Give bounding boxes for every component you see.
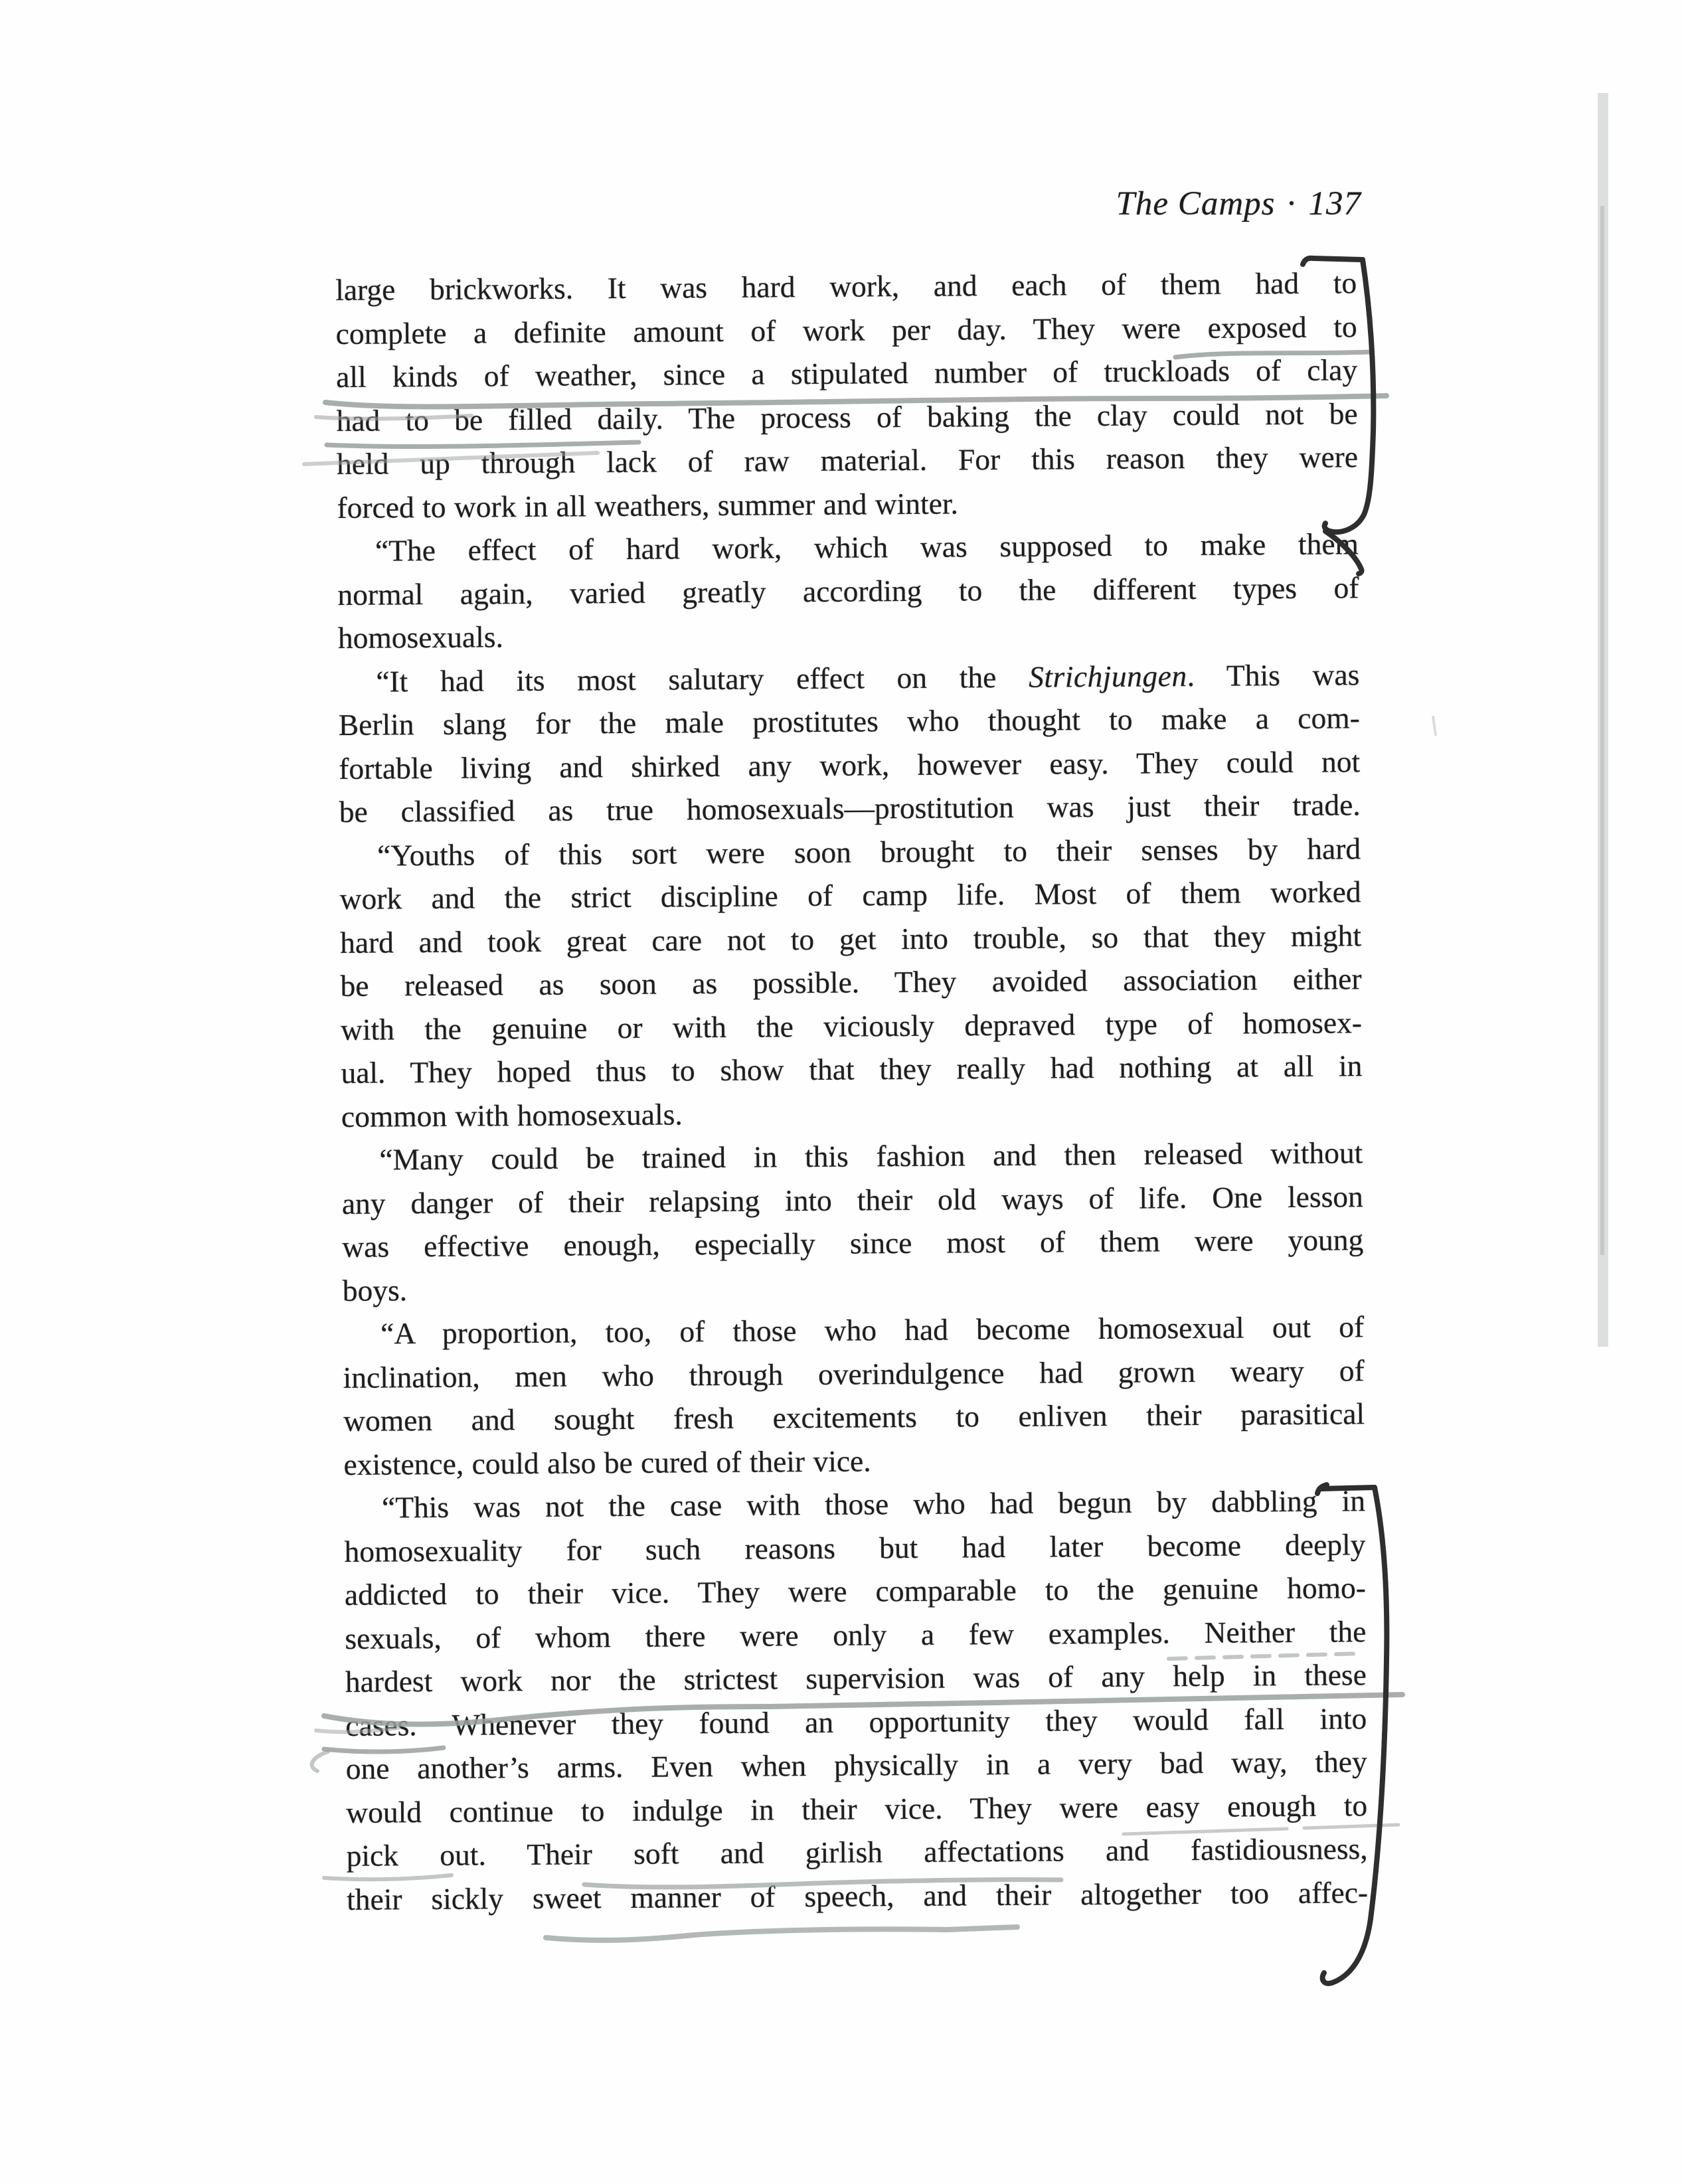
text-line: sexuals, of whom there were only a few examples. Neither the xyxy=(345,1614,1367,1655)
text-line: hard and took great care not to get into trouble, so that they might xyxy=(339,918,1362,960)
text-line: existence, could also be cured of their vice. xyxy=(343,1443,871,1481)
text-line: common with homosexuals. xyxy=(341,1096,683,1134)
pencil-underline-manner-of-speech xyxy=(546,1927,1017,1940)
body-text xyxy=(335,261,1368,1921)
text-line: ual. They hoped thus to show that they really had nothing at all in xyxy=(341,1049,1363,1090)
text-line: forced to work in all weathers, summer and winter. xyxy=(337,485,959,525)
text-line: be released as soon as possible. They avoided association either xyxy=(340,962,1362,1003)
text-line: would continue to indulge in their vice. They were easy enough to xyxy=(346,1788,1368,1829)
text-line: homosexuality for such reasons but had later become deeply xyxy=(344,1527,1366,1568)
text-line: inclination, men who through overindulgence had grown weary of xyxy=(343,1353,1365,1394)
scan-streak xyxy=(1598,93,1608,1347)
text-line: pick out. Their soft and girlish affectations and fastidiousness, xyxy=(346,1831,1368,1873)
page-number: 137 xyxy=(1308,185,1361,222)
text-line: their sickly sweet manner of speech, and their altogether too affec- xyxy=(346,1875,1369,1916)
text-line: “A proportion, too, of those who had become homosexual out of xyxy=(380,1309,1365,1351)
text-line: addicted to their vice. They were comparable to the genuine homo- xyxy=(344,1570,1367,1612)
header-separator: · xyxy=(1286,185,1298,222)
text-line: hardest work nor the strictest supervision was of any help in these xyxy=(345,1657,1367,1699)
text-line: all kinds of weather, since a stipulated number of truckloads of clay xyxy=(335,353,1358,394)
text-line: large brickworks. It was hard work, and each of them had to xyxy=(335,266,1357,307)
text-line: boys. xyxy=(342,1272,408,1307)
text-line: was effective enough, especially since most of them were young xyxy=(342,1222,1364,1264)
running-header xyxy=(717,185,1361,223)
text-line: “Many could be trained in this fashion and then released without xyxy=(379,1135,1363,1177)
text-line: any danger of their relapsing into their old ways of life. One lesson xyxy=(341,1179,1363,1220)
text-line: fortable living and shirked any work, however easy. They could not xyxy=(339,744,1361,786)
text-line: with the genuine or with the viciously depraved type of homosex- xyxy=(340,1005,1363,1047)
text-line: women and sought fresh excitements to enliven their parasitical xyxy=(343,1396,1365,1438)
text-line: complete a definite amount of work per day. They were exposed to xyxy=(335,309,1357,351)
text-line: one another’s arms. Even when physically in a very bad way, they xyxy=(345,1744,1367,1786)
running-title: The Camps xyxy=(1116,185,1276,222)
text-line: held up through lack of raw material. For this reason they were xyxy=(336,440,1359,481)
text-line: normal again, varied greatly according to the different types of xyxy=(337,570,1359,612)
text-line: “Youths of this sort were soon brought to their senses by hard xyxy=(377,831,1361,873)
text-line: “This was not the case with those who had begun by dabbling in xyxy=(381,1483,1366,1525)
scan-speck xyxy=(1433,716,1436,736)
text-line: “The effect of hard work, which was supposed to make them xyxy=(375,527,1359,568)
text-line: cases. Whenever they found an opportunity they would fall into xyxy=(345,1701,1367,1742)
text-line: work and the strict discipline of camp life. Most of them worked xyxy=(339,875,1361,916)
text-line: homosexuals. xyxy=(337,620,504,655)
text-line: be classified as true homosexuals—prostitution was just their trade. xyxy=(339,788,1361,829)
scan-streak-core xyxy=(1600,206,1604,1255)
text-line: had to be filled daily. The process of baking the clay could not be xyxy=(336,396,1358,438)
text-line: Berlin slang for the male prostitutes who thought to make a com- xyxy=(338,701,1360,742)
pencil-underline-cases-tail xyxy=(312,1752,328,1771)
text-line: “It had its most salutary effect on the Strichjungen. This was xyxy=(376,657,1360,699)
